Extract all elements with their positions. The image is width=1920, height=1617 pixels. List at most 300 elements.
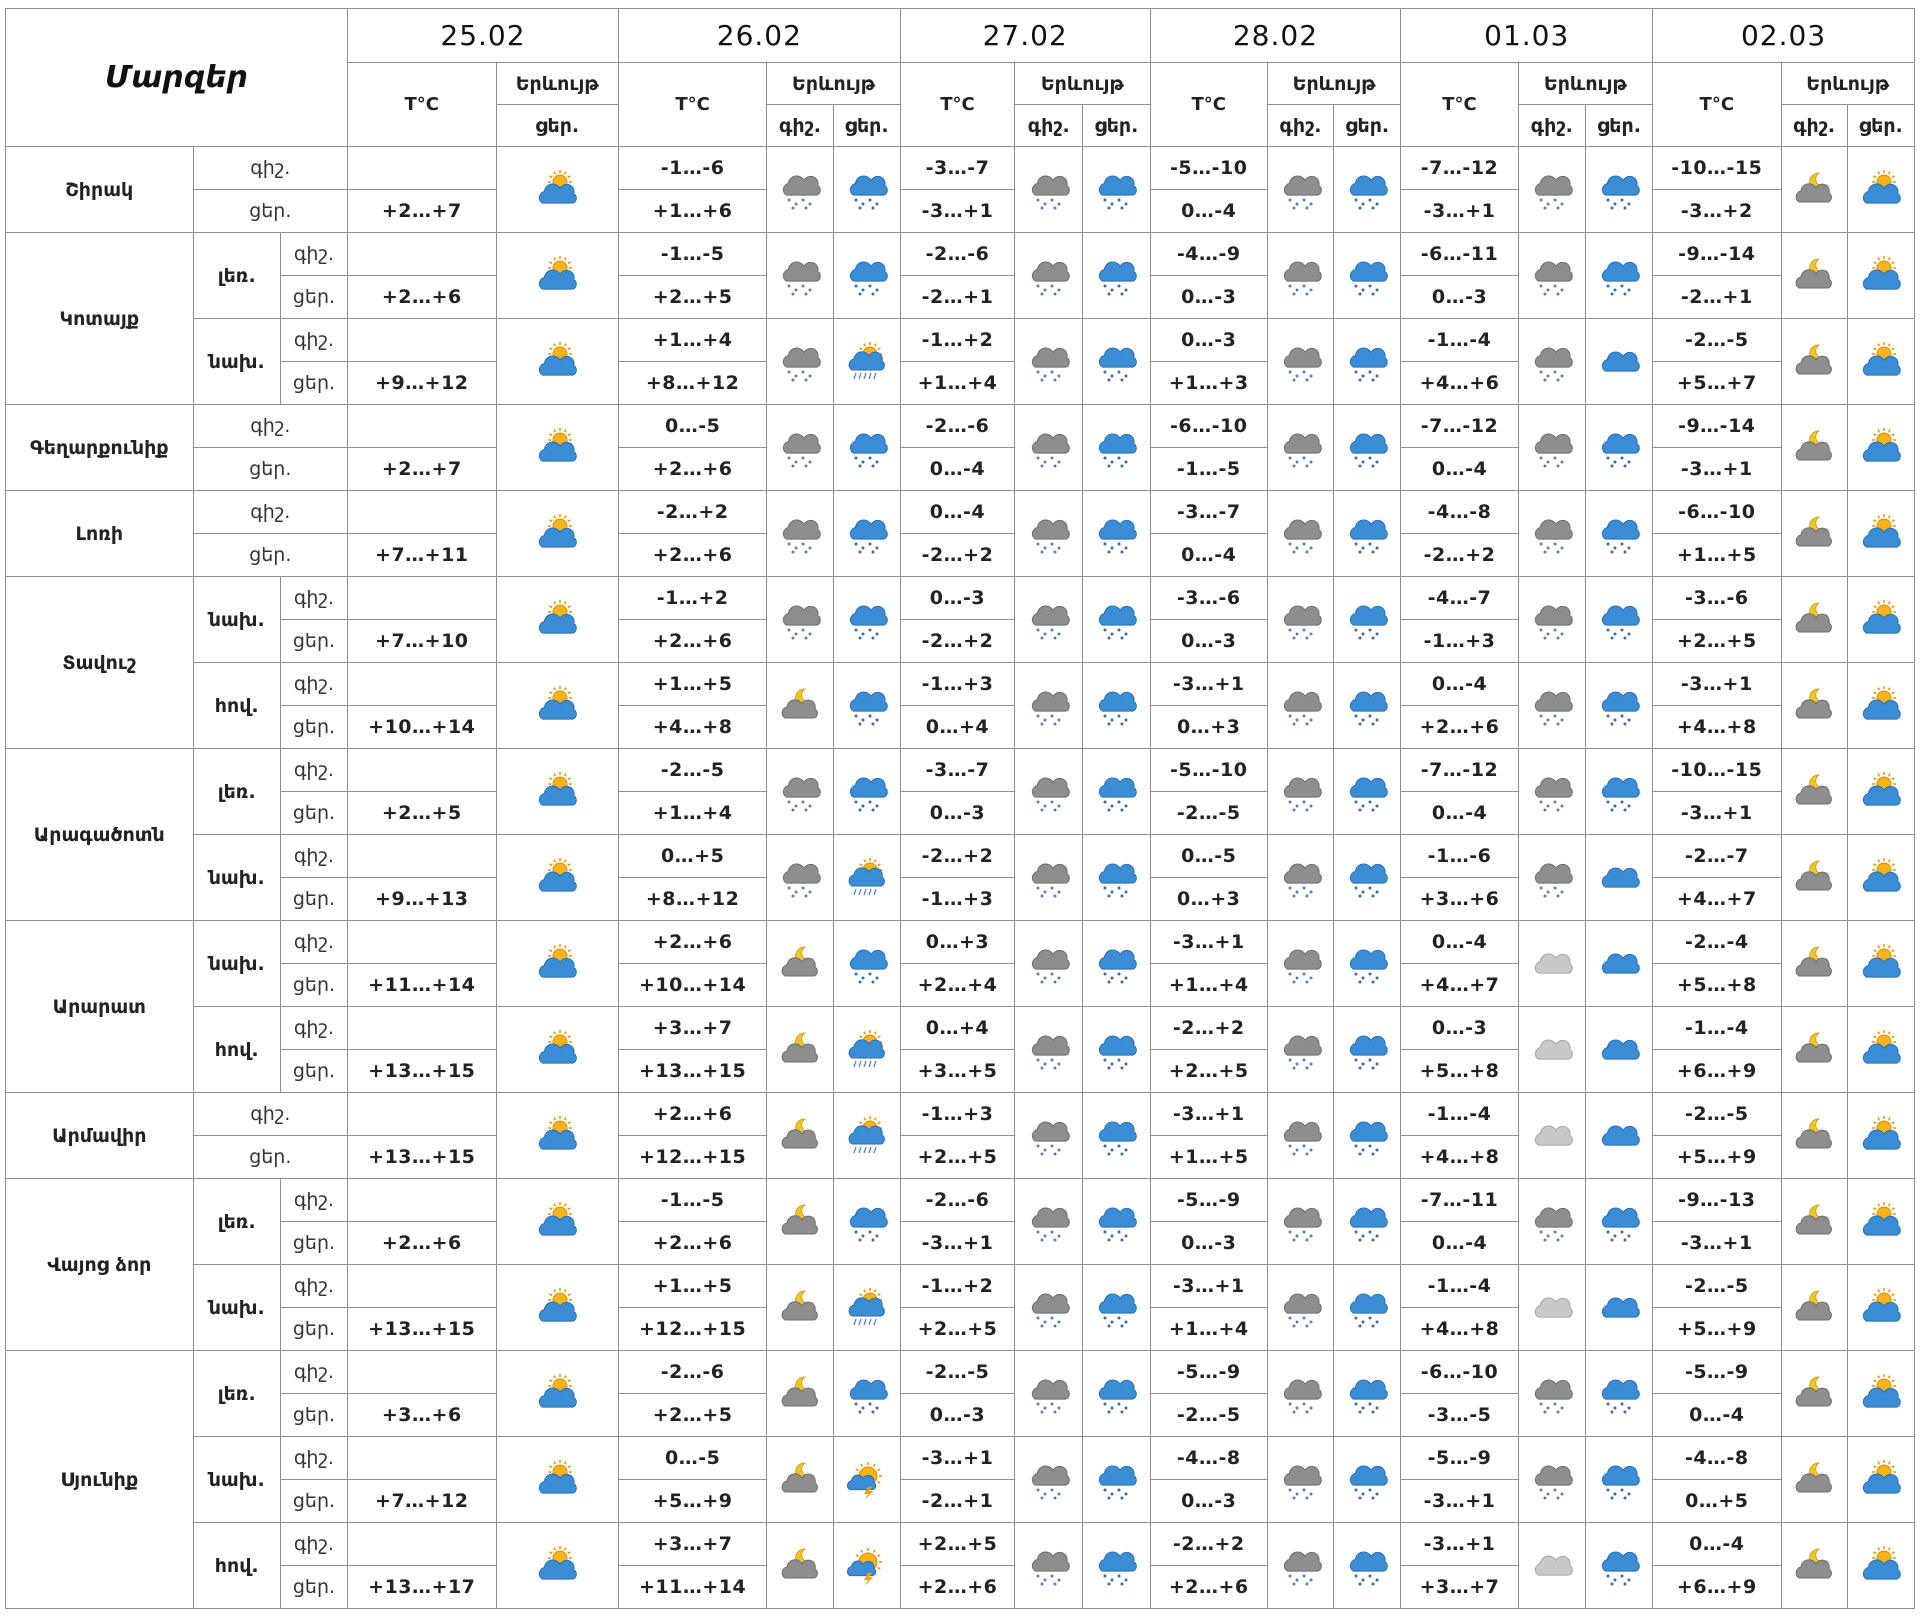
night-temperature: +2…+6 bbox=[618, 921, 766, 964]
snow-cloud-icon bbox=[1268, 514, 1333, 554]
snow-cloud-icon bbox=[1519, 342, 1585, 382]
period-night: գիշ. bbox=[193, 147, 347, 190]
table-row bbox=[6, 921, 1915, 964]
weather-icon-cell bbox=[1083, 233, 1150, 319]
blue-snow-icon bbox=[1334, 1202, 1400, 1242]
blue-snow-icon bbox=[1083, 686, 1149, 726]
period-night: գիշ. bbox=[193, 405, 347, 448]
day-temperature: -2…+2 bbox=[900, 534, 1014, 577]
day-temperature: 0…-3 bbox=[1150, 1222, 1267, 1265]
weather-icon-cell bbox=[496, 1093, 618, 1179]
day-temperature: +5…+8 bbox=[1653, 964, 1781, 1007]
blue-snow-icon bbox=[834, 428, 900, 468]
day-label: ցեր. bbox=[496, 105, 618, 147]
period-night: գիշ. bbox=[280, 921, 347, 964]
night-temperature: -3…+1 bbox=[1150, 663, 1267, 706]
moon-cloud-icon bbox=[1782, 600, 1847, 640]
snow-cloud-icon bbox=[1015, 170, 1082, 210]
weather-icon-cell bbox=[1015, 663, 1083, 749]
day-temperature: -1…+3 bbox=[1401, 620, 1518, 663]
weather-icon-cell bbox=[1781, 147, 1847, 233]
blue-snow-icon bbox=[1083, 772, 1149, 812]
zone-label: հով. bbox=[193, 1007, 280, 1093]
sun-cloud-icon bbox=[1848, 600, 1914, 640]
day-temperature: +1…+4 bbox=[618, 792, 766, 835]
day-temperature: +2…+5 bbox=[900, 1136, 1014, 1179]
period-day: ցեր. bbox=[280, 276, 347, 319]
day-temperature: -1…-5 bbox=[1150, 448, 1267, 491]
period-night: գիշ. bbox=[280, 1437, 347, 1480]
snow-cloud-icon bbox=[767, 428, 832, 468]
sun-cloud-icon bbox=[1848, 1202, 1914, 1242]
weather-icon-cell bbox=[1267, 1265, 1333, 1351]
night-temperature: -5…-9 bbox=[1653, 1351, 1781, 1394]
period-night: գիշ. bbox=[280, 577, 347, 620]
day-temperature: 0…-3 bbox=[1150, 1480, 1267, 1523]
blue-snow-icon bbox=[834, 944, 900, 984]
blue-cloud-icon bbox=[1586, 944, 1652, 984]
snow-cloud-icon bbox=[1268, 1374, 1333, 1414]
weather-icon-cell bbox=[1015, 405, 1083, 491]
weather-icon-cell bbox=[1334, 749, 1401, 835]
weather-icon-cell bbox=[833, 663, 900, 749]
day-temperature: +2…+5 bbox=[1653, 620, 1781, 663]
day-temperature: +3…+7 bbox=[1401, 1566, 1518, 1609]
blue-snow-icon bbox=[1334, 1030, 1400, 1070]
weather-icon-cell bbox=[1015, 319, 1083, 405]
blue-snow-icon bbox=[1083, 944, 1149, 984]
day-temperature: 0…-3 bbox=[1150, 620, 1267, 663]
night-temperature bbox=[348, 405, 496, 448]
weather-icon-cell bbox=[1585, 233, 1652, 319]
weather-icon-cell bbox=[1083, 1523, 1150, 1609]
weather-icon-cell bbox=[1267, 835, 1333, 921]
day-temperature: -2…+1 bbox=[900, 276, 1014, 319]
moon-cloud-icon bbox=[1782, 944, 1847, 984]
period-day: ցեր. bbox=[280, 1394, 347, 1437]
night-temperature bbox=[348, 835, 496, 878]
blue-snow-icon bbox=[1083, 1374, 1149, 1414]
blue-snow-icon bbox=[1083, 1030, 1149, 1070]
day-temperature: -2…+2 bbox=[900, 620, 1014, 663]
snow-cloud-icon bbox=[1015, 600, 1082, 640]
day-temperature: +3…+6 bbox=[1401, 878, 1518, 921]
weather-icon-cell bbox=[1781, 233, 1847, 319]
weather-icon-cell bbox=[1083, 1265, 1150, 1351]
night-temperature: -1…+3 bbox=[900, 1093, 1014, 1136]
night-temperature: -7…-12 bbox=[1401, 749, 1518, 792]
moon-cloud-icon bbox=[1782, 256, 1847, 296]
weather-icon-cell bbox=[496, 835, 618, 921]
snow-cloud-icon bbox=[1268, 1460, 1333, 1500]
night-temperature: 0…+4 bbox=[900, 1007, 1014, 1050]
day-temperature: +2…+6 bbox=[618, 448, 766, 491]
weather-icon-cell bbox=[1015, 147, 1083, 233]
day-temperature: +2…+7 bbox=[348, 190, 496, 233]
night-temperature: 0…-3 bbox=[900, 577, 1014, 620]
region-name: Սյունիք bbox=[6, 1351, 194, 1609]
night-temperature: 0…-4 bbox=[1653, 1523, 1781, 1566]
weather-icon-cell bbox=[1267, 1179, 1333, 1265]
table-row bbox=[6, 405, 1915, 448]
weather-icon-cell bbox=[1015, 1265, 1083, 1351]
sun-bolt-icon bbox=[834, 1460, 900, 1500]
regions-title: Մարզեր bbox=[6, 9, 348, 147]
weather-icon-cell bbox=[833, 405, 900, 491]
blue-snow-icon bbox=[1334, 1374, 1400, 1414]
sun-rain-icon bbox=[834, 342, 900, 382]
weather-icon-cell bbox=[1083, 1093, 1150, 1179]
day-temperature: +6…+9 bbox=[1653, 1566, 1781, 1609]
period-night: գիշ. bbox=[280, 835, 347, 878]
period-day: ցեր. bbox=[280, 620, 347, 663]
night-temperature: -5…-9 bbox=[1401, 1437, 1518, 1480]
snow-cloud-icon bbox=[1015, 686, 1082, 726]
period-day: ցեր. bbox=[280, 1050, 347, 1093]
event-label: Երևույթ bbox=[496, 63, 618, 105]
weather-icon-cell bbox=[833, 1351, 900, 1437]
weather-icon-cell bbox=[1781, 921, 1847, 1007]
blue-snow-icon bbox=[834, 256, 900, 296]
day-temperature: -3…+1 bbox=[1653, 792, 1781, 835]
snow-cloud-icon bbox=[1268, 1116, 1333, 1156]
snow-cloud-icon bbox=[1015, 1116, 1082, 1156]
weather-icon-cell bbox=[1334, 405, 1401, 491]
weather-icon-cell bbox=[767, 749, 833, 835]
snow-cloud-icon bbox=[1015, 1546, 1082, 1586]
blue-snow-icon bbox=[1334, 600, 1400, 640]
night-temperature: -4…-9 bbox=[1150, 233, 1267, 276]
period-night: գիշ. bbox=[280, 1523, 347, 1566]
night-temperature: -9…-14 bbox=[1653, 405, 1781, 448]
moon-cloud-icon bbox=[1782, 858, 1847, 898]
grey-cloud-icon bbox=[1519, 1546, 1585, 1586]
blue-snow-icon bbox=[1334, 256, 1400, 296]
period-night: գիշ. bbox=[280, 663, 347, 706]
sun-cloud-icon bbox=[497, 600, 618, 640]
weather-icon-cell bbox=[833, 233, 900, 319]
weather-icon-cell bbox=[1015, 835, 1083, 921]
night-temperature: -5…-9 bbox=[1150, 1179, 1267, 1222]
table-row bbox=[6, 1179, 1915, 1222]
weather-icon-cell bbox=[1585, 1265, 1652, 1351]
weather-icon-cell bbox=[767, 147, 833, 233]
weather-icon-cell bbox=[1585, 1351, 1652, 1437]
night-temperature bbox=[348, 1007, 496, 1050]
day-temperature: +4…+8 bbox=[1653, 706, 1781, 749]
weather-icon-cell bbox=[1015, 921, 1083, 1007]
sun-cloud-icon bbox=[1848, 1288, 1914, 1328]
table-row bbox=[6, 663, 1915, 706]
day-temperature: 0…-3 bbox=[1401, 276, 1518, 319]
moon-cloud-icon bbox=[767, 1030, 832, 1070]
zone-label: լեռ. bbox=[193, 233, 280, 319]
sun-cloud-icon bbox=[497, 428, 618, 468]
night-temperature: -10…-15 bbox=[1653, 749, 1781, 792]
blue-snow-icon bbox=[1334, 858, 1400, 898]
day-temperature: -3…+1 bbox=[1401, 1480, 1518, 1523]
snow-cloud-icon bbox=[767, 600, 832, 640]
weather-icon-cell bbox=[1015, 1007, 1083, 1093]
weather-icon-cell bbox=[496, 921, 618, 1007]
snow-cloud-icon bbox=[1519, 1374, 1585, 1414]
blue-snow-icon bbox=[1334, 944, 1400, 984]
night-temperature bbox=[348, 319, 496, 362]
zone-label: նախ. bbox=[193, 1265, 280, 1351]
blue-snow-icon bbox=[1334, 1116, 1400, 1156]
night-temperature: +3…+7 bbox=[618, 1007, 766, 1050]
night-temperature: -1…-4 bbox=[1401, 319, 1518, 362]
day-temperature: +2…+6 bbox=[348, 1222, 496, 1265]
night-temperature: -6…-10 bbox=[1150, 405, 1267, 448]
weather-icon-cell bbox=[1015, 1437, 1083, 1523]
weather-icon-cell bbox=[496, 147, 618, 233]
period-day: ցեր. bbox=[193, 1136, 347, 1179]
weather-icon-cell bbox=[1847, 1093, 1914, 1179]
blue-snow-icon bbox=[1083, 428, 1149, 468]
snow-cloud-icon bbox=[767, 772, 832, 812]
blue-snow-icon bbox=[1083, 1460, 1149, 1500]
day-temperature: 0…-3 bbox=[900, 1394, 1014, 1437]
night-temperature bbox=[348, 1265, 496, 1308]
weather-icon-cell bbox=[1083, 749, 1150, 835]
weather-icon-cell bbox=[1781, 1351, 1847, 1437]
sun-cloud-icon bbox=[497, 1030, 618, 1070]
night-label: գիշ. bbox=[1518, 105, 1585, 147]
weather-icon-cell bbox=[1015, 1351, 1083, 1437]
sun-cloud-icon bbox=[497, 686, 618, 726]
weather-icon-cell bbox=[1585, 405, 1652, 491]
night-temperature bbox=[348, 491, 496, 534]
event-label: Երևույթ bbox=[1267, 63, 1400, 105]
night-temperature: -2…-5 bbox=[1653, 1265, 1781, 1308]
grey-cloud-icon bbox=[1519, 944, 1585, 984]
weather-icon-cell bbox=[1083, 319, 1150, 405]
weather-icon-cell bbox=[767, 491, 833, 577]
event-label: Երևույթ bbox=[1781, 63, 1915, 105]
temperature-label: T°C bbox=[1401, 63, 1518, 147]
night-temperature: 0…-3 bbox=[1401, 1007, 1518, 1050]
blue-snow-icon bbox=[1334, 428, 1400, 468]
weather-icon-cell bbox=[1518, 1523, 1585, 1609]
weather-icon-cell bbox=[1847, 663, 1914, 749]
blue-snow-icon bbox=[1334, 1546, 1400, 1586]
weather-icon-cell bbox=[1083, 921, 1150, 1007]
weather-icon-cell bbox=[496, 405, 618, 491]
weather-icon-cell bbox=[1518, 1265, 1585, 1351]
zone-label: հով. bbox=[193, 1523, 280, 1609]
snow-cloud-icon bbox=[1268, 1202, 1333, 1242]
day-temperature: -1…+3 bbox=[900, 878, 1014, 921]
night-temperature bbox=[348, 147, 496, 190]
weather-icon-cell bbox=[496, 1265, 618, 1351]
date-header: 01.03 bbox=[1401, 9, 1653, 63]
night-temperature: +1…+5 bbox=[618, 1265, 766, 1308]
weather-icon-cell bbox=[1781, 663, 1847, 749]
day-temperature: 0…-4 bbox=[1150, 190, 1267, 233]
blue-snow-icon bbox=[1083, 1202, 1149, 1242]
table-row bbox=[6, 147, 1915, 190]
region-name: Շիրակ bbox=[6, 147, 194, 233]
moon-cloud-icon bbox=[767, 1546, 832, 1586]
day-temperature: +7…+12 bbox=[348, 1480, 496, 1523]
region-name: Լոռի bbox=[6, 491, 194, 577]
day-temperature: -2…+1 bbox=[1653, 276, 1781, 319]
night-temperature: -1…-5 bbox=[618, 233, 766, 276]
weather-icon-cell bbox=[1518, 749, 1585, 835]
day-temperature: +2…+6 bbox=[1150, 1566, 1267, 1609]
night-temperature: -1…+3 bbox=[900, 663, 1014, 706]
snow-cloud-icon bbox=[767, 514, 832, 554]
weather-icon-cell bbox=[1585, 1093, 1652, 1179]
snow-cloud-icon bbox=[767, 170, 832, 210]
night-temperature: 0…+5 bbox=[618, 835, 766, 878]
day-temperature: 0…+5 bbox=[1653, 1480, 1781, 1523]
night-label: գիշ. bbox=[767, 105, 833, 147]
moon-cloud-icon bbox=[1782, 1460, 1847, 1500]
night-temperature: -2…-6 bbox=[618, 1351, 766, 1394]
night-temperature: -2…+2 bbox=[900, 835, 1014, 878]
period-night: գիշ. bbox=[280, 233, 347, 276]
blue-snow-icon bbox=[1083, 1116, 1149, 1156]
weather-icon-cell bbox=[1267, 319, 1333, 405]
sun-cloud-icon bbox=[1848, 514, 1914, 554]
weather-icon-cell bbox=[1334, 1437, 1401, 1523]
weather-icon-cell bbox=[496, 577, 618, 663]
day-temperature: +5…+9 bbox=[618, 1480, 766, 1523]
weather-icon-cell bbox=[1585, 663, 1652, 749]
snow-cloud-icon bbox=[1519, 1460, 1585, 1500]
blue-snow-icon bbox=[1334, 342, 1400, 382]
day-temperature: +1…+4 bbox=[1150, 1308, 1267, 1351]
period-day: ցեր. bbox=[280, 1480, 347, 1523]
day-temperature: 0…-4 bbox=[900, 448, 1014, 491]
weather-icon-cell bbox=[1781, 577, 1847, 663]
day-temperature: +5…+9 bbox=[1653, 1136, 1781, 1179]
sun-cloud-icon bbox=[497, 256, 618, 296]
sun-cloud-icon bbox=[497, 772, 618, 812]
weather-icon-cell bbox=[496, 1007, 618, 1093]
weather-icon-cell bbox=[1083, 491, 1150, 577]
night-temperature: 0…-4 bbox=[1401, 663, 1518, 706]
weather-icon-cell bbox=[496, 319, 618, 405]
moon-cloud-icon bbox=[1782, 1374, 1847, 1414]
weather-icon-cell bbox=[1781, 1437, 1847, 1523]
weather-icon-cell bbox=[1334, 577, 1401, 663]
weather-icon-cell bbox=[1518, 1351, 1585, 1437]
snow-cloud-icon bbox=[1268, 428, 1333, 468]
night-temperature bbox=[348, 1523, 496, 1566]
region-name: Կոտայք bbox=[6, 233, 194, 405]
night-temperature: -5…-9 bbox=[1150, 1351, 1267, 1394]
day-temperature: +9…+13 bbox=[348, 878, 496, 921]
weather-icon-cell bbox=[767, 663, 833, 749]
blue-snow-icon bbox=[834, 1374, 900, 1414]
night-temperature: -3…+1 bbox=[1150, 921, 1267, 964]
night-temperature: -3…+1 bbox=[1401, 1523, 1518, 1566]
weather-icon-cell bbox=[833, 1179, 900, 1265]
snow-cloud-icon bbox=[1015, 858, 1082, 898]
temperature-label: T°C bbox=[900, 63, 1014, 147]
weather-icon-cell bbox=[1267, 1093, 1333, 1179]
weather-icon-cell bbox=[1847, 233, 1914, 319]
day-temperature: -3…+1 bbox=[1653, 448, 1781, 491]
weather-icon-cell bbox=[833, 577, 900, 663]
night-temperature: -7…-11 bbox=[1401, 1179, 1518, 1222]
blue-snow-icon bbox=[834, 514, 900, 554]
sun-rain-icon bbox=[834, 1030, 900, 1070]
weather-icon-cell bbox=[1781, 1265, 1847, 1351]
weather-icon-cell bbox=[1781, 1007, 1847, 1093]
blue-cloud-icon bbox=[1586, 342, 1652, 382]
blue-snow-icon bbox=[834, 686, 900, 726]
day-temperature: -2…-5 bbox=[1150, 1394, 1267, 1437]
weather-icon-cell bbox=[1015, 1179, 1083, 1265]
weather-icon-cell bbox=[767, 1007, 833, 1093]
sun-cloud-icon bbox=[497, 858, 618, 898]
weather-icon-cell bbox=[1334, 147, 1401, 233]
day-temperature: +2…+7 bbox=[348, 448, 496, 491]
weather-icon-cell bbox=[1781, 405, 1847, 491]
day-temperature: +4…+7 bbox=[1401, 964, 1518, 1007]
weather-icon-cell bbox=[496, 233, 618, 319]
grey-cloud-icon bbox=[1519, 1030, 1585, 1070]
snow-cloud-icon bbox=[1268, 1546, 1333, 1586]
night-temperature bbox=[348, 921, 496, 964]
day-temperature: +1…+5 bbox=[1653, 534, 1781, 577]
weather-icon-cell bbox=[1267, 749, 1333, 835]
night-temperature: 0…-5 bbox=[1150, 835, 1267, 878]
day-temperature: +4…+7 bbox=[1653, 878, 1781, 921]
day-temperature: 0…-4 bbox=[1150, 534, 1267, 577]
day-temperature: +2…+6 bbox=[348, 276, 496, 319]
weather-icon-cell bbox=[833, 319, 900, 405]
weather-icon-cell bbox=[833, 749, 900, 835]
moon-cloud-icon bbox=[1782, 1546, 1847, 1586]
day-temperature: 0…-4 bbox=[1401, 1222, 1518, 1265]
weather-icon-cell bbox=[1585, 921, 1652, 1007]
weather-icon-cell bbox=[1585, 835, 1652, 921]
weather-icon-cell bbox=[1083, 405, 1150, 491]
table-row bbox=[6, 1523, 1915, 1566]
day-temperature: +13…+15 bbox=[618, 1050, 766, 1093]
day-temperature: +2…+4 bbox=[900, 964, 1014, 1007]
sun-cloud-icon bbox=[1848, 1546, 1914, 1586]
weather-icon-cell bbox=[1015, 1093, 1083, 1179]
weather-icon-cell bbox=[1518, 835, 1585, 921]
temperature-label: T°C bbox=[1150, 63, 1267, 147]
night-temperature: -3…-7 bbox=[900, 147, 1014, 190]
table-row bbox=[6, 1265, 1915, 1308]
period-night: գիշ. bbox=[193, 1093, 347, 1136]
region-name: Գեղարքունիք bbox=[6, 405, 194, 491]
weather-icon-cell bbox=[1847, 491, 1914, 577]
weather-icon-cell bbox=[1585, 1523, 1652, 1609]
snow-cloud-icon bbox=[1015, 944, 1082, 984]
event-label: Երևույթ bbox=[767, 63, 900, 105]
day-temperature: +2…+5 bbox=[348, 792, 496, 835]
night-temperature bbox=[348, 1437, 496, 1480]
weather-icon-cell bbox=[1518, 405, 1585, 491]
weather-icon-cell bbox=[1334, 921, 1401, 1007]
night-temperature: -4…-8 bbox=[1653, 1437, 1781, 1480]
snow-cloud-icon bbox=[1519, 1202, 1585, 1242]
night-temperature: +3…+7 bbox=[618, 1523, 766, 1566]
weather-icon-cell bbox=[767, 1523, 833, 1609]
day-temperature: -3…+1 bbox=[1653, 1222, 1781, 1265]
blue-snow-icon bbox=[1083, 342, 1149, 382]
night-temperature bbox=[348, 1179, 496, 1222]
